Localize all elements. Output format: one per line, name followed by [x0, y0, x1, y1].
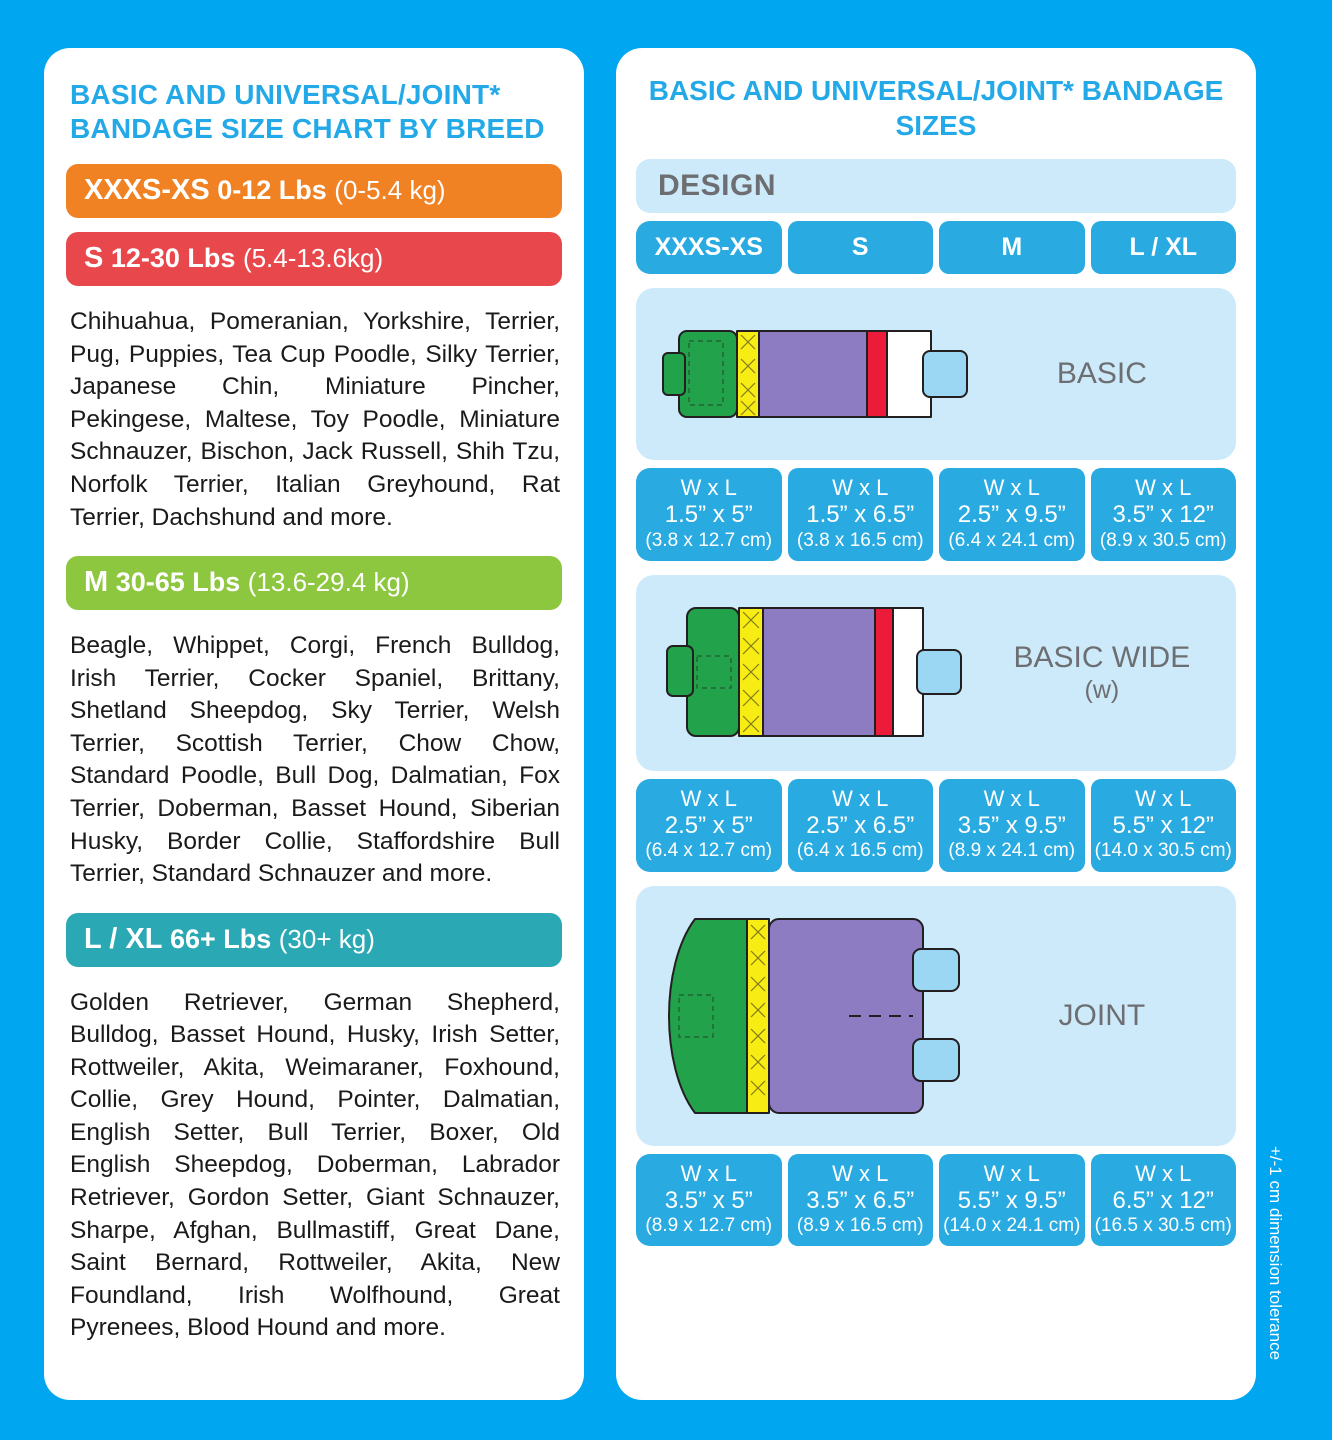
- size-band-lbs: 30-65 Lbs: [115, 567, 241, 598]
- dim-inch: 2.5” x 9.5”: [957, 501, 1066, 529]
- dim-wl: W x L: [983, 475, 1040, 501]
- size-band-code: M: [84, 566, 109, 599]
- dim-inch: 2.5” x 6.5”: [806, 812, 915, 840]
- dim-wl: W x L: [832, 475, 889, 501]
- size-band-xxxs-xs: [66, 164, 562, 218]
- tolerance-note: +/-1 cm dimension tolerance: [1266, 1145, 1285, 1360]
- dim-wl: W x L: [983, 786, 1040, 812]
- basic-wide-bandage-illustration: [650, 585, 982, 761]
- product-label-text: JOINT: [1058, 998, 1146, 1032]
- dim-cell-joint-m: [939, 1154, 1085, 1247]
- dim-cell-wide-xxxs-xs: [636, 779, 782, 872]
- dim-cm: (14.0 x 30.5 cm): [1094, 840, 1232, 862]
- dim-inch: 5.5” x 9.5”: [957, 1186, 1066, 1214]
- product-name-joint: [982, 999, 1222, 1034]
- dim-wl: W x L: [680, 1160, 737, 1186]
- size-band-code: XXXS-XS: [84, 174, 210, 207]
- dim-inch: 3.5” x 9.5”: [957, 812, 1066, 840]
- size-band-kg: (5.4-13.6kg): [242, 243, 384, 274]
- size-band-lbs: 66+ Lbs: [169, 923, 272, 954]
- dim-wl: W x L: [1135, 475, 1192, 501]
- tolerance-note-wrap: [1262, 48, 1288, 1400]
- dim-inch: 5.5” x 12”: [1112, 812, 1214, 840]
- dim-wl: W x L: [1135, 786, 1192, 812]
- dim-cell-joint-xxxs-xs: [636, 1154, 782, 1247]
- product-label-text: BASIC: [1056, 357, 1147, 391]
- dim-cell-wide-s: [788, 779, 934, 872]
- dim-cm: (3.8 x 12.7 cm): [645, 529, 773, 551]
- dim-cm: (6.4 x 16.5 cm): [796, 840, 924, 862]
- dim-cell-basic-xxxs-xs: [636, 468, 782, 561]
- product-name-basic-wide: [982, 641, 1222, 704]
- dim-inch: 2.5” x 5”: [664, 812, 753, 840]
- product-panel-basic: [636, 288, 1236, 460]
- dim-cell-basic-m: [939, 468, 1085, 561]
- dim-cm: (14.0 x 24.1 cm): [943, 1215, 1081, 1237]
- product-label-sub: (w): [1084, 675, 1120, 704]
- design-label: DESIGN: [658, 169, 777, 203]
- dims-row-basic-wide: [636, 779, 1236, 872]
- dim-wl: W x L: [680, 786, 737, 812]
- right-card-title: BASIC AND UNIVERSAL/JOINT* BANDAGE SIZES: [648, 75, 1224, 141]
- product-block-basic: [636, 288, 1236, 561]
- dim-cell-joint-l-xl: [1091, 1154, 1237, 1247]
- dim-inch: 1.5” x 5”: [664, 501, 753, 529]
- dims-row-basic: [636, 468, 1236, 561]
- size-band-s: [66, 232, 562, 286]
- size-header-s: S: [788, 221, 934, 274]
- size-band-lbs: 0-12 Lbs: [217, 175, 327, 206]
- breed-list-s: Chihuahua, Pomeranian, Yorkshire, Terrier, Pug, Puppies, Tea Cup Poodle, Silky Terrier, Japanese Chin, Miniature Pincher, Pekingese, Maltese, Toy Poodle, Miniature Schnauzer, Bischon, Jack Russell, Shih Tzu, Norfolk Terrier, Italian Greyhound, Rat Terrier, Dachshund and more.: [70, 308, 560, 531]
- breed-size-chart-card: [44, 48, 584, 1400]
- dim-inch: 1.5” x 6.5”: [806, 501, 915, 529]
- dim-cm: (3.8 x 16.5 cm): [796, 529, 924, 551]
- bandage-sizes-section: [616, 48, 1288, 1400]
- dim-cm: (8.9 x 12.7 cm): [645, 1215, 773, 1237]
- product-panel-joint: [636, 886, 1236, 1146]
- dim-wl: W x L: [680, 475, 737, 501]
- dim-cm: (8.9 x 24.1 cm): [948, 840, 1076, 862]
- breed-list-l-xl: Golden Retriever, German Shepherd, Bulldog, Basset Hound, Husky, Irish Setter, Rottweiler, Akita, Weimaraner, Foxhound, Collie, Grey Hound, Pointer, Dalmatian, English Setter, Bull Terrier, Boxer, Old English Sheepdog, Doberman, Labrador Retriever, Gordon Setter, Giant Schnauzer, Sharpe, Afghan, Bullmastiff, Great Dane, Saint Bernard, Rottweiler, Akita, New Foundland, Irish Wolfhound, Great Pyrenees, Blood Hound and more.: [70, 988, 560, 1342]
- dim-cell-wide-l-xl: [1091, 779, 1237, 872]
- dim-cm: (16.5 x 30.5 cm): [1094, 1215, 1232, 1237]
- dim-cm: (6.4 x 24.1 cm): [948, 529, 1076, 551]
- dim-inch: 6.5” x 12”: [1112, 1186, 1214, 1214]
- product-name-basic: [982, 357, 1222, 392]
- size-header-l-xl: L / XL: [1091, 221, 1237, 274]
- dim-cm: (8.9 x 16.5 cm): [796, 1215, 924, 1237]
- dim-wl: W x L: [832, 786, 889, 812]
- product-block-joint: [636, 886, 1236, 1247]
- dims-row-joint: [636, 1154, 1236, 1247]
- dim-wl: W x L: [1135, 1160, 1192, 1186]
- dim-cm: (6.4 x 12.7 cm): [645, 840, 773, 862]
- bandage-sizes-card: [616, 48, 1256, 1400]
- dim-inch: 3.5” x 6.5”: [806, 1186, 915, 1214]
- product-block-basic-wide: [636, 575, 1236, 872]
- basic-bandage-illustration: [650, 298, 982, 450]
- dim-wl: W x L: [983, 1160, 1040, 1186]
- dim-wl: W x L: [832, 1160, 889, 1186]
- size-band-kg: (30+ kg): [278, 923, 375, 954]
- dim-cell-joint-s: [788, 1154, 934, 1247]
- dim-cell-basic-l-xl: [1091, 468, 1237, 561]
- breed-list-m: Beagle, Whippet, Corgi, French Bulldog, Irish Terrier, Cocker Spaniel, Brittany, Shetland Sheepdog, Sky Terrier, Welsh Terrier, Scottish Terrier, Chow Chow, Standard Poodle, Bull Dog, Dalmatian, Fox Terrier, Doberman, Basset Hound, Siberian Husky, Border Collie, Staffordshire Bull Terrier, Standard Schnauzer and more.: [70, 632, 560, 888]
- size-band-kg: (13.6-29.4 kg): [247, 567, 410, 598]
- product-label-text: BASIC WIDE: [1013, 641, 1191, 675]
- size-band-kg: (0-5.4 kg): [334, 175, 446, 206]
- dim-inch: 3.5” x 5”: [664, 1186, 753, 1214]
- size-header-m: M: [939, 221, 1085, 274]
- joint-bandage-illustration: [650, 896, 982, 1136]
- dim-cm: (8.9 x 30.5 cm): [1099, 529, 1227, 551]
- size-band-code: L / XL: [84, 922, 163, 955]
- product-panel-basic-wide: [636, 575, 1236, 771]
- dim-inch: 3.5” x 12”: [1112, 501, 1214, 529]
- size-band-lbs: 12-30 Lbs: [110, 243, 236, 274]
- size-band-l-xl: [66, 913, 562, 967]
- dim-cell-basic-s: [788, 468, 934, 561]
- size-band-m: [66, 556, 562, 610]
- size-header-row: [636, 221, 1236, 274]
- size-band-code: S: [84, 242, 104, 275]
- size-header-xxxs-xs: XXXS-XS: [636, 221, 782, 274]
- dim-cell-wide-m: [939, 779, 1085, 872]
- left-card-title: BASIC AND UNIVERSAL/JOINT* BANDAGE SIZE CHART BY BREED: [70, 79, 545, 145]
- design-header: [636, 159, 1236, 213]
